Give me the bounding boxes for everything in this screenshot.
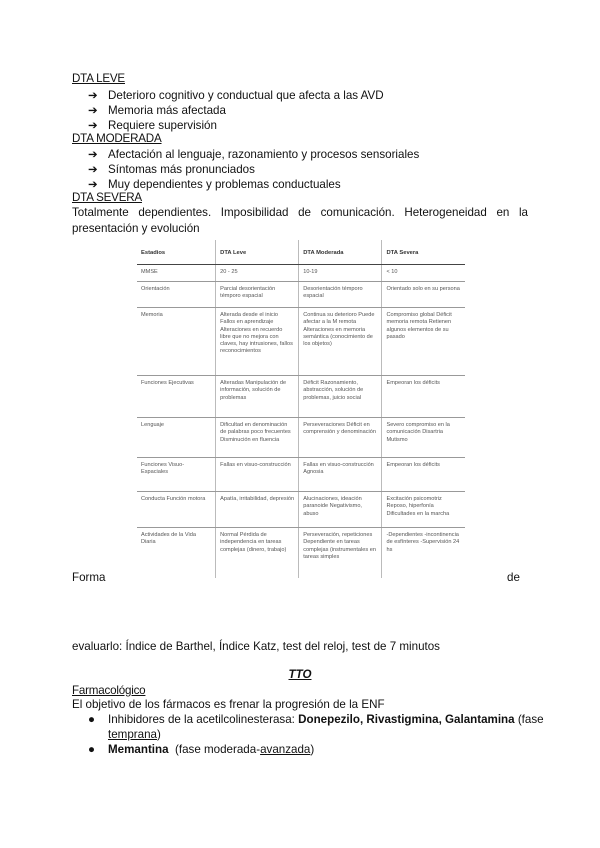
table-cell <box>299 282 382 308</box>
treatment-item-1-line2 <box>108 728 161 741</box>
treatment-item-2 <box>88 743 314 756</box>
arrow-icon: ➔ <box>88 178 98 191</box>
table-cell-text: Excitación psicomotriz Reposo, hiperfonía Dificultades en la marcha <box>386 496 450 517</box>
table-cell <box>137 492 216 528</box>
tto-title: TTO <box>288 668 312 681</box>
table-cell <box>382 458 465 492</box>
table-cell-text: Desorientación témporo espacial <box>303 286 363 300</box>
table-cell <box>382 376 465 418</box>
leve-bullet-1 <box>88 88 384 102</box>
dta-moderada-heading: DTA MODERADA <box>72 132 162 145</box>
table-cell <box>299 528 382 578</box>
table-cell-text: Normal Pérdida de independencia en tareas complejas (dinero, trabajo) <box>220 532 287 553</box>
table-cell: Funciones Ejecutivas <box>137 376 216 418</box>
table-cell: MMSE <box>137 265 216 282</box>
table-cell <box>382 308 465 376</box>
table-cell-text: Parcial desorientación témporo espacial <box>220 286 276 300</box>
table-cell: Memoria <box>137 308 216 376</box>
table-cell <box>299 492 382 528</box>
table-cell <box>216 376 299 418</box>
objective-text: El objetivo de los fármacos es frenar la progresión de la ENF <box>72 698 385 711</box>
table-cell-text: Conducta Función motora <box>141 496 206 503</box>
table-cell <box>216 492 299 528</box>
table-row <box>137 528 465 578</box>
item1-phase: temprana <box>108 728 157 741</box>
table-cell <box>216 458 299 492</box>
dta-severa-heading: DTA SEVERA <box>72 191 142 204</box>
table-cell <box>216 528 299 578</box>
evaluation-text: evaluarlo: Índice de Barthel, Índice Katz, test del reloj, test de 7 minutos <box>72 640 440 653</box>
table-cell <box>299 376 382 418</box>
item2-close: ) <box>310 743 315 756</box>
moderada-bullet-1 <box>88 147 419 161</box>
table-row <box>137 308 465 376</box>
table-cell-text: Alucinaciones, ideación paranoide Negativismo, abuso <box>303 496 362 517</box>
forma-left-word: Forma <box>72 571 106 584</box>
table-header-cell: DTA Moderada <box>299 240 382 265</box>
table-cell-text: Orientado solo en su persona <box>386 286 460 293</box>
item1-prefix: Inhibidores de la acetilcolinesterasa: <box>108 713 299 726</box>
table-cell-text: Funciones Visuo-Espaciales <box>141 462 185 476</box>
table-cell-text: -Dependientes -incontinencia de esfínteres -Supervisión 24 hs <box>386 532 460 553</box>
table-cell <box>216 418 299 458</box>
table-header-cell: DTA Leve <box>216 240 299 265</box>
table-cell <box>382 282 465 308</box>
table-row <box>137 376 465 418</box>
item2-phase: avanzada <box>260 743 311 756</box>
table-cell <box>382 492 465 528</box>
table-header-cell: DTA Severa <box>382 240 465 265</box>
table-cell <box>382 418 465 458</box>
item1-drugs: Donepezilo, Rivastigmina, Galantamina <box>298 713 515 726</box>
table-cell-text: Apatía, irritabilidad, depresión <box>220 496 295 503</box>
table-row <box>137 418 465 458</box>
table-header-cell: Estadios <box>137 240 216 265</box>
severa-paragraph: Totalmente dependientes. Imposibilidad de comunicación. Heterogeneidad en la presentación y evolución <box>72 206 528 235</box>
table-cell-text: Severo compromiso en la comunicación Disartria Mutismo <box>386 422 450 443</box>
table-row <box>137 282 465 308</box>
farmacologico-heading: Farmacológico <box>72 684 146 697</box>
table-cell: < 10 <box>382 265 465 282</box>
table-cell <box>137 458 216 492</box>
table-cell: Lenguaje <box>137 418 216 458</box>
table-cell <box>299 308 382 376</box>
moderada-bullet-2-text: Síntomas más pronunciados <box>108 163 255 176</box>
moderada-bullet-2 <box>88 162 255 176</box>
table-cell-text: Continua su deterioro Puede afectar a la M remota Alteraciones en memoria semántica (conocimiento de los objetos) <box>303 312 375 348</box>
table-cell <box>216 282 299 308</box>
table-cell-text: Compromiso global Déficit memoria remota Retienen algunos elementos de su pasado <box>386 312 452 340</box>
table-cell <box>382 528 465 578</box>
table-row <box>137 458 465 492</box>
table-cell-text: Fallas en visuo-construcción Agnosia <box>303 462 374 476</box>
table-row <box>137 492 465 528</box>
table-cell-text: Alteradas Manipulación de información, solución de problemas <box>220 380 287 401</box>
item2-drug: Memantina <box>108 743 169 756</box>
table-cell: Orientación <box>137 282 216 308</box>
table-cell-text: Fallas en visuo-construcción <box>220 462 291 469</box>
leve-bullet-1-text: Deterioro cognitivo y conductual que afecta a las AVD <box>108 89 384 102</box>
stages-table <box>137 240 465 578</box>
arrow-icon: ➔ <box>88 148 98 161</box>
table-cell-text: Alterada desde el inicio Fallos en aprendizaje Alteraciones en recuerdo libre que no mejora con claves, hay intrusiones, fallos reconocimientos <box>220 312 293 355</box>
table-header-row <box>137 240 465 265</box>
moderada-bullet-3 <box>88 177 341 191</box>
table-cell-text: Déficit Razonamiento, abstracción, solución de problemas, juicio social <box>303 380 364 401</box>
arrow-icon: ➔ <box>88 104 98 117</box>
bullet-dot-icon: ● <box>88 743 96 756</box>
moderada-bullet-3-text: Muy dependientes y problemas conductuales <box>108 178 341 191</box>
table-cell <box>216 308 299 376</box>
table-cell-text: Empeoran los déficits <box>386 462 440 469</box>
table-cell <box>299 418 382 458</box>
forma-right-word: de <box>507 571 520 584</box>
dta-leve-heading: DTA LEVE <box>72 72 125 85</box>
table-cell-text: Perseveraciones Déficit en comprensión y denominación <box>303 422 376 436</box>
table-cell <box>299 458 382 492</box>
arrow-icon: ➔ <box>88 89 98 102</box>
table-cell-text: Empeoran los déficits <box>386 380 440 387</box>
table-row <box>137 265 465 282</box>
item1-close: ) <box>156 728 161 741</box>
table-cell-text: Perseveración, repeticiones Dependiente en tareas complejas (instrumentales en tareas simples <box>303 532 376 560</box>
treatment-item-1 <box>88 713 544 726</box>
leve-bullet-2 <box>88 103 226 117</box>
item2-mid: (fase moderada- <box>168 743 261 756</box>
item1-suffix: (fase <box>514 713 544 726</box>
moderada-bullet-1-text: Afectación al lenguaje, razonamiento y procesos sensoriales <box>108 148 420 161</box>
table-cell-text: Dificultad en denominación de palabras poco frecuentes Disminución en fluencia <box>220 422 291 443</box>
table-cell <box>137 528 216 578</box>
table-cell: 20 - 25 <box>216 265 299 282</box>
leve-bullet-3 <box>88 118 217 132</box>
leve-bullet-2-text: Memoria más afectada <box>108 104 226 117</box>
leve-bullet-3-text: Requiere supervisión <box>108 119 217 132</box>
arrow-icon: ➔ <box>88 163 98 176</box>
table-cell: 10-19 <box>299 265 382 282</box>
arrow-icon: ➔ <box>88 119 98 132</box>
bullet-dot-icon: ● <box>88 713 96 726</box>
table-cell-text: Actividades de la Vida Diaria <box>141 532 196 546</box>
